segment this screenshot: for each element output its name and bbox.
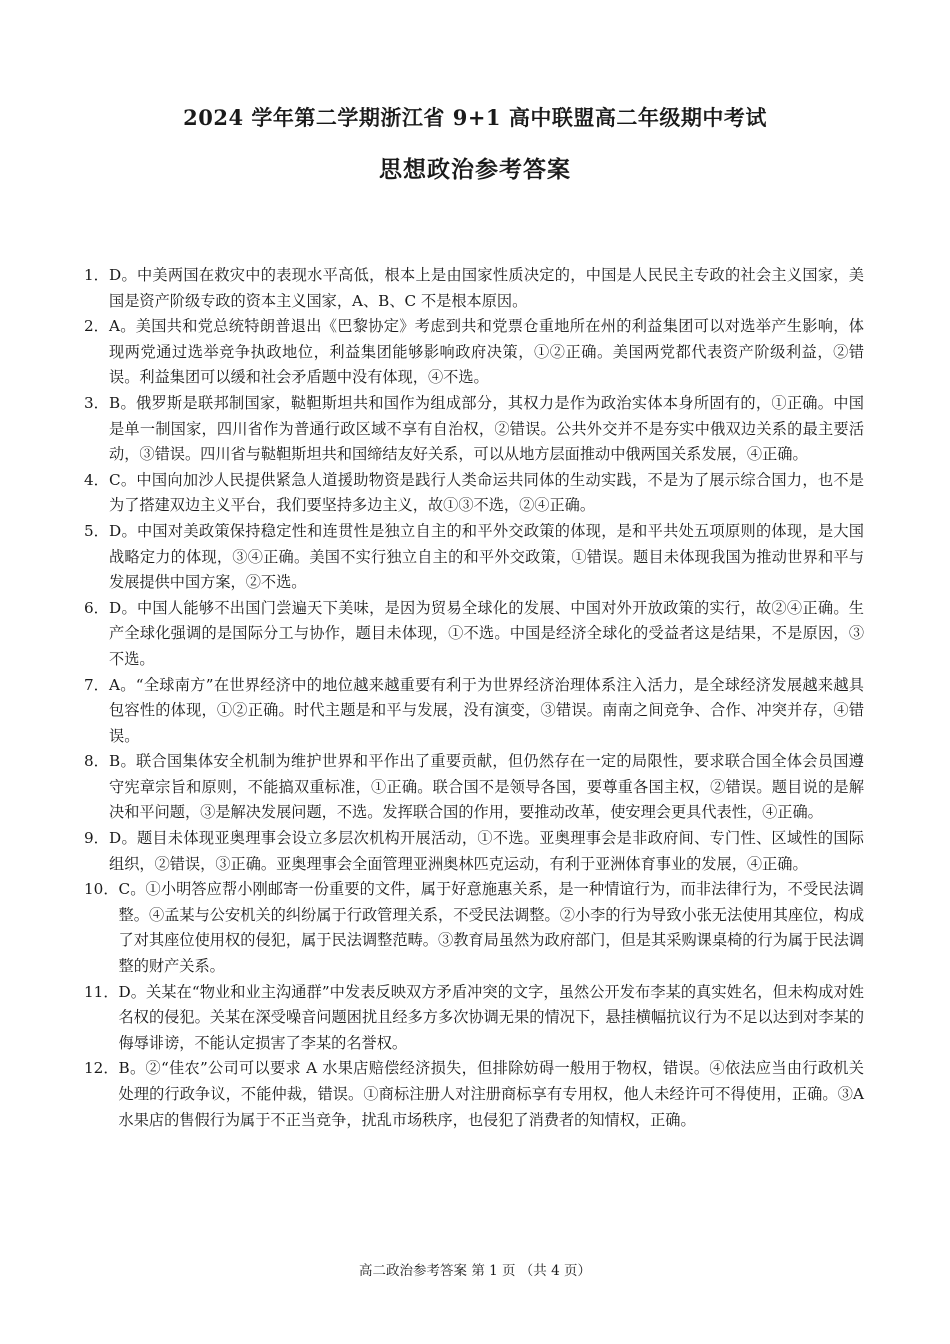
answer-item-1 xyxy=(84,263,864,314)
answer-number: 5． xyxy=(84,521,109,540)
answer-item-12 xyxy=(84,1056,864,1133)
answer-text: D。题目未体现亚奥理事会设立多层次机构开展活动，①不选。亚奥理事会是非政府间、专门性、区域性的国际组织，②错误，③正确。亚奥理事会全面管理亚洲奥林匹克运动，有利于亚洲体育事业的发展，④正确。 xyxy=(109,829,864,873)
answer-number: 12． xyxy=(84,1059,119,1078)
answer-text: A。美国共和党总统特朗普退出《巴黎协定》考虑到共和党票仓重地所在州的利益集团可以对选举产生影响，体现两党通过选举竞争执政地位，利益集团能够影响政府决策，①②正确。美国两党都代表资产阶级利益，②错误。利益集团可以缓和社会矛盾题中没有体现，④不选。 xyxy=(109,317,864,387)
answer-text: D。中美两国在救灾中的表现水平高低，根本上是由国家性质决定的，中国是人民民主专政的社会主义国家，美国是资产阶级专政的资本主义国家，A、B、C 不是根本原因。 xyxy=(109,266,864,310)
answer-text: D。中国对美政策保持稳定性和连贯性是独立自主的和平外交政策的体现，是和平共处五项原则的体现，是大国战略定力的体现，③④正确。美国不实行独立自主的和平外交政策，①错误。题目未体现我国为推动世界和平与发展提供中国方案，②不选。 xyxy=(109,521,864,592)
answer-text: D。中国人能够不出国门尝遍天下美味，是因为贸易全球化的发展、中国对外开放政策的实行，故②④正确。生产全球化强调的是国际分工与协作，题目未体现，①不选。中国是经济全球化的受益者这是结果，不是原因，③不选。 xyxy=(109,598,864,668)
document-title: 2024 学年第二学期浙江省 9+1 高中联盟高二年级期中考试 xyxy=(183,105,767,130)
answer-item-7 xyxy=(84,673,864,750)
answer-item-5 xyxy=(84,519,864,596)
answer-item-3 xyxy=(84,391,864,468)
answer-text: A。“全球南方”在世界经济中的地位越来越重要有利于为世界经济治理体系注入活力，是全球经济发展越来越具包容性的体现，①②正确。时代主题是和平与发展，没有演变，③错误。南南之间竞争、合作、冲突并存，④错误。 xyxy=(109,675,864,745)
answer-number: 6． xyxy=(84,598,109,617)
answer-text: B。②“佳农”公司可以要求 A 水果店赔偿经济损失，但排除妨碍一般用于物权，错误。④依法应当由行政机关处理的行政争议，不能仲裁，错误。①商标注册人对注册商标享有专用权，他人未经许可不得使用，正确。③A 水果店的售假行为属于不正当竞争，扰乱市场秩序，也侵犯了消费者的知情权，正确。 xyxy=(118,1059,864,1129)
answer-number: 3． xyxy=(84,393,109,412)
answer-number: 2． xyxy=(84,317,109,336)
document-subtitle: 思想政治参考答案 xyxy=(379,156,571,183)
answer-text: C。①小明答应帮小刚邮寄一份重要的文件，属于好意施惠关系，是一种情谊行为，而非法律行为，不受民法调整。④孟某与公安机关的纠纷属于行政管理关系，不受民法调整。②小李的行为导致小张无法使用其座位，构成了对其座位使用权的侵犯，属于民法调整范畴。③教育局虽然为政府部门，但是其采购课桌椅的行为属于民法调整的财产关系。 xyxy=(118,880,864,976)
answer-item-8 xyxy=(84,749,864,826)
answer-item-9 xyxy=(84,826,864,877)
answer-number: 9． xyxy=(84,829,109,848)
answer-text: D。关某在“物业和业主沟通群”中发表反映双方矛盾冲突的文字，虽然公开发布李某的真实姓名，但未构成对姓名权的侵犯。关某在深受噪音问题困扰且经多方多次协调无果的情况下，悬挂横幅抗议行为不足以达到对李某的侮辱诽谤，不能认定损害了李某的名誉权。 xyxy=(118,982,864,1052)
answer-item-11 xyxy=(84,980,864,1057)
answer-number: 8． xyxy=(84,752,109,771)
answer-number: 11． xyxy=(84,982,119,1001)
answer-number: 10． xyxy=(84,880,119,899)
answer-text: C。中国向加沙人民提供紧急人道援助物资是践行人类命运共同体的生动实践，不是为了展示综合国力，也不是为了搭建双边主义平台，我们要坚持多边主义，故①③不选，②④正确。 xyxy=(109,470,864,515)
answer-text: B。联合国集体安全机制为维护世界和平作出了重要贡献，但仍然存在一定的局限性，要求联合国全体会员国遵守宪章宗旨和原则，不能搞双重标准，①正确。联合国不是领导各国，要尊重各国主权，②错误。题目说的是解决和平问题，③是解决发展问题，不选。发挥联合国的作用，要推动改革，使安理会更具代表性，④正确。 xyxy=(109,752,864,822)
answer-item-2 xyxy=(84,314,864,391)
page-footer: 高二政治参考答案 第 1 页 （共 4 页） xyxy=(359,1263,591,1279)
answer-item-10 xyxy=(84,877,864,979)
answer-number: 1． xyxy=(84,266,109,284)
answer-number: 7． xyxy=(84,675,109,694)
answer-list xyxy=(84,263,864,1133)
answer-number: 4． xyxy=(84,470,109,489)
answer-item-4 xyxy=(84,468,864,519)
answer-text: B。俄罗斯是联邦制国家，鞑靼斯坦共和国作为组成部分，其权力是作为政治实体本身所固有的，①正确。中国是单一制国家，四川省作为普通行政区域不享有自治权，②错误。公共外交并不是夯实中俄双边关系的最主要活动，③错误。四川省与鞑靼斯坦共和国缔结友好关系，可以从地方层面推动中俄两国关系发展，④正确。 xyxy=(109,393,864,464)
answer-item-6 xyxy=(84,596,864,673)
